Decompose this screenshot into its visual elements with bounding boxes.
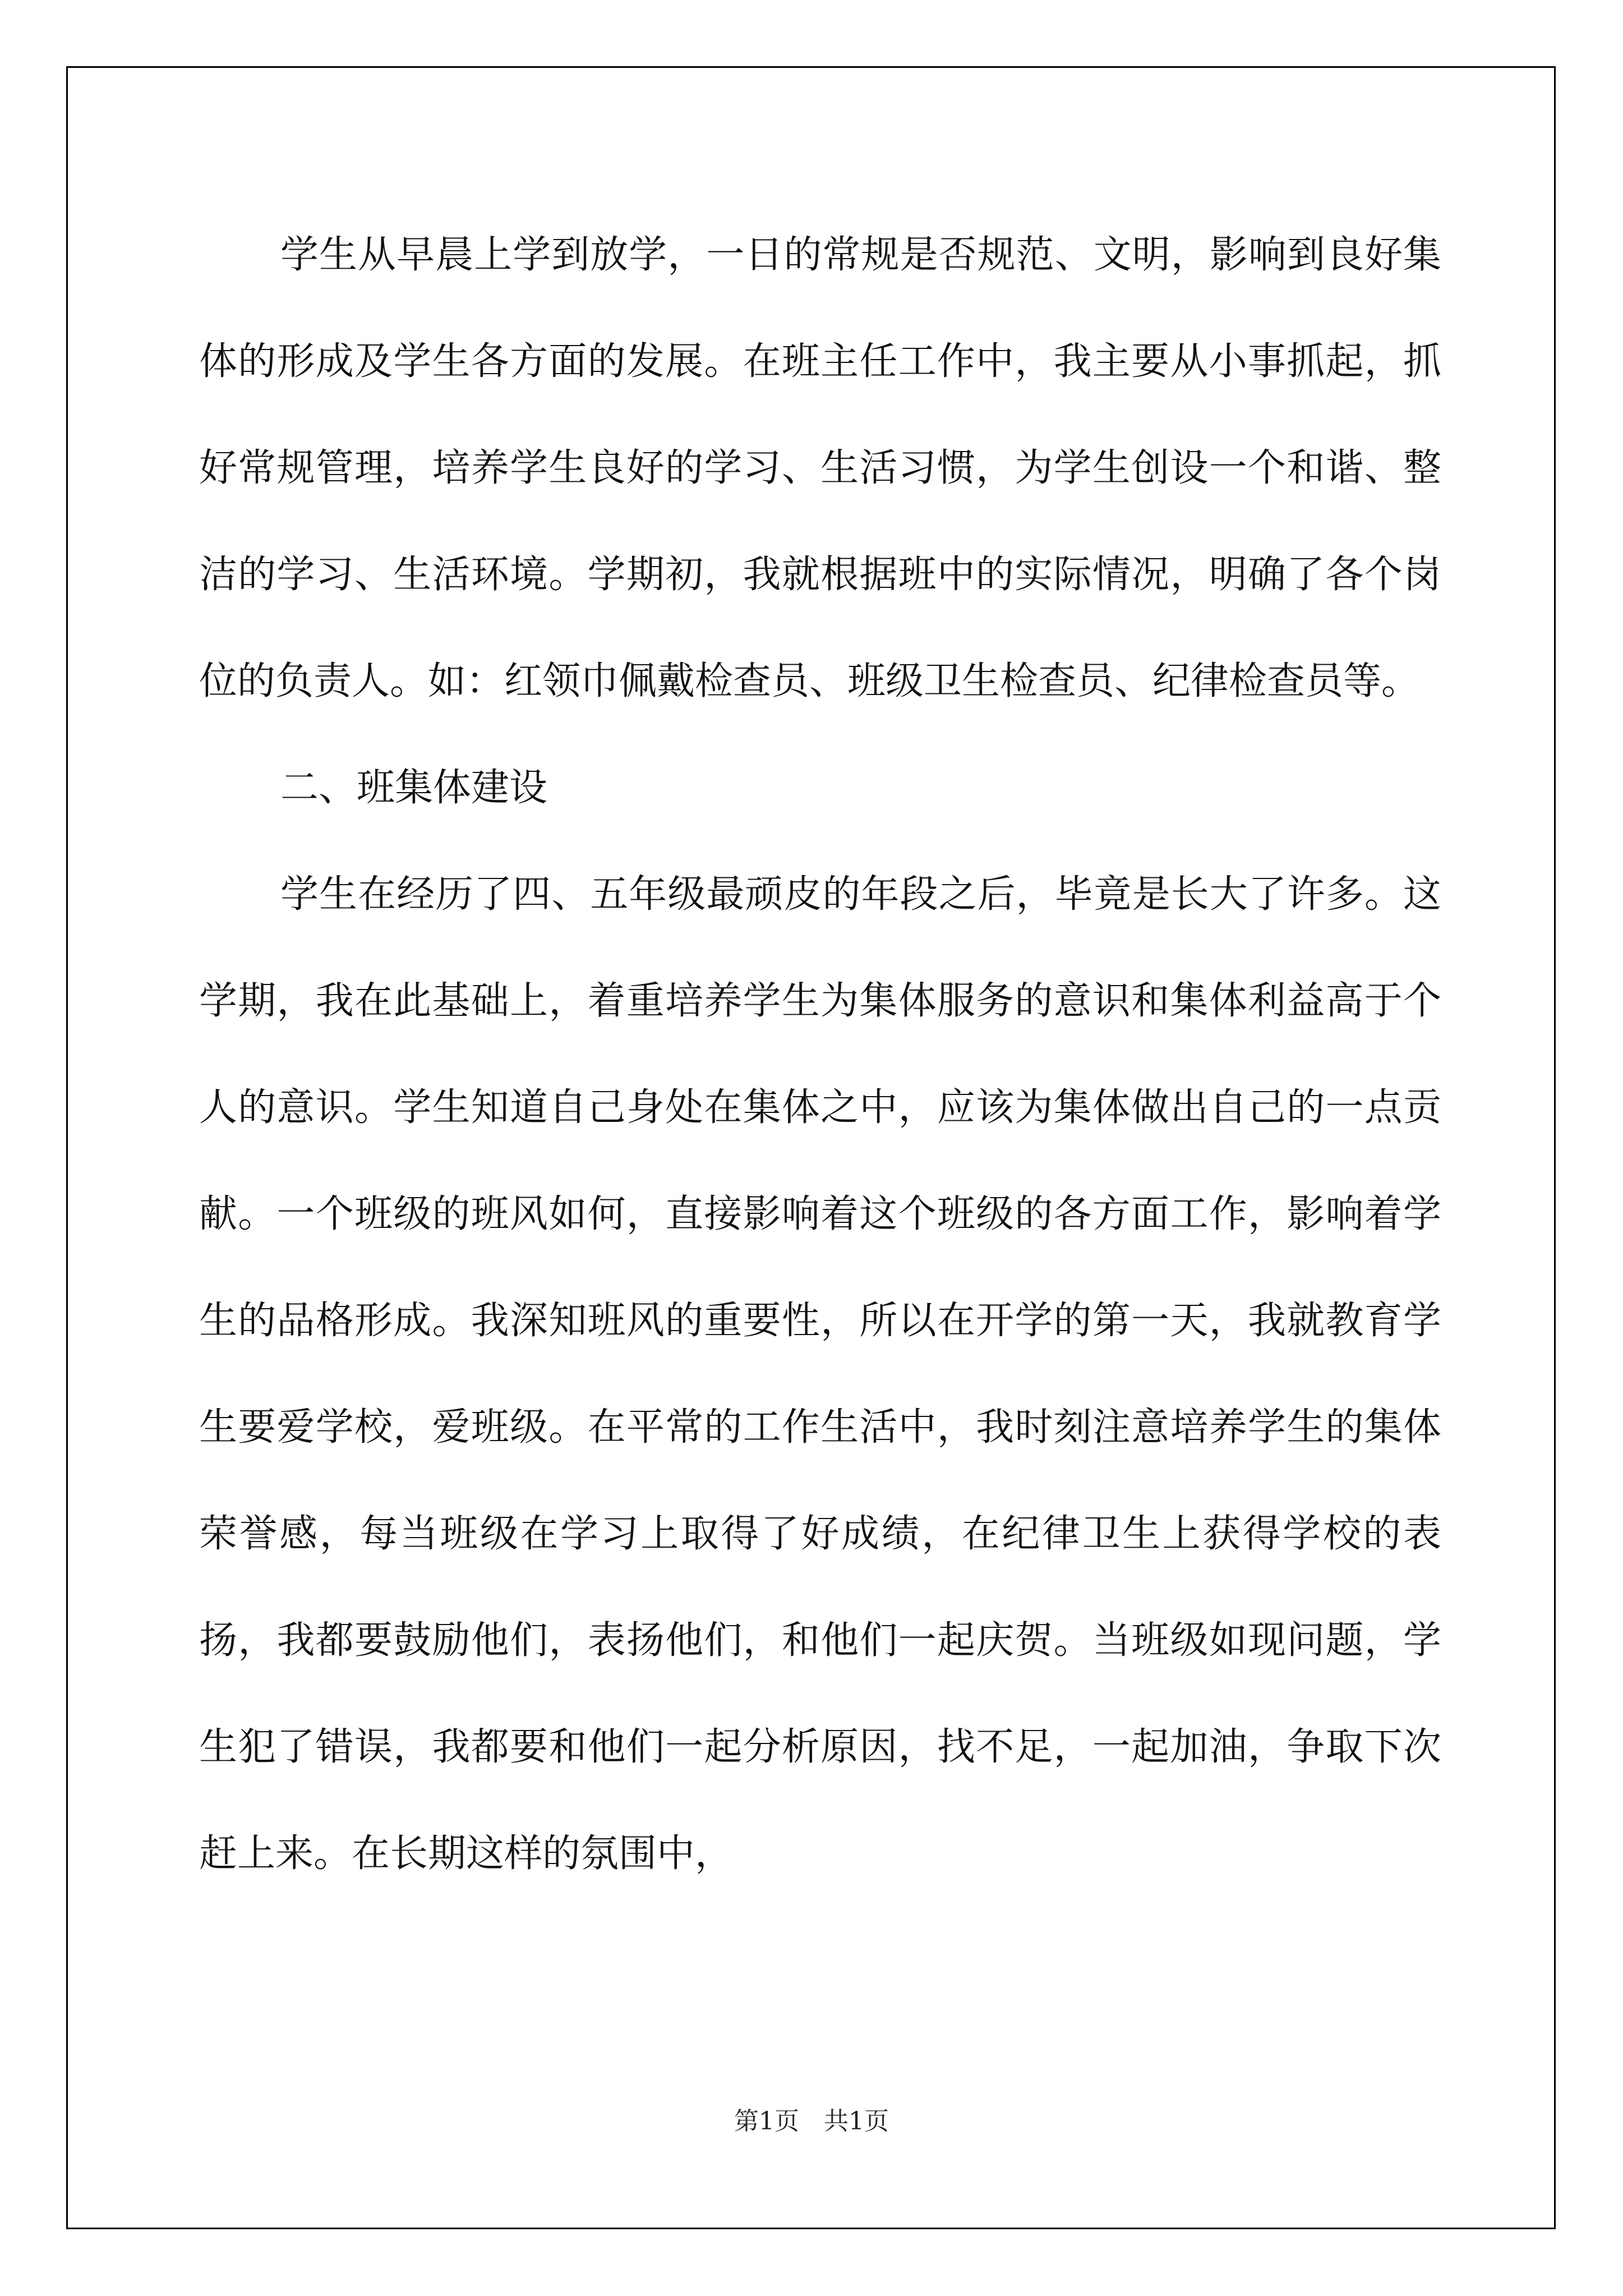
paragraph-routine: 学生从早晨上学到放学，一日的常规是否规范、文明，影响到良好集体的形成及学生各方面的发展。在班主任工作中，我主要从小事抓起，抓好常规管理，培养学生良好的学习、生活习惯，为学生创设一个和谐、整洁的学习、生活环境。学期初，我就根据班中的实际情况，明确了各个岗位的负责人。如：红领巾佩戴检查员、班级卫生检查员、纪律检查员等。 (199, 233, 1441, 703)
page-number-footer: 第1页 共1页 (734, 2107, 889, 2136)
paragraph-class-building: 学生在经历了四、五年级最顽皮的年段之后，毕竟是长大了许多。这学期，我在此基础上，着重培养学生为集体服务的意识和集体利益高于个人的意识。学生知道自己身处在集体之中，应该为集体做出自己的一点贡献。一个班级的班风如何，直接影响着这个班级的各方面工作，影响着学生的品格形成。我深知班风的重要性，所以在开学的第一天，我就教育学生要爱学校，爱班级。在平常的工作生活中，我时刻注意培养学生的集体荣誉感，每当班级在学习上取得了好成绩，在纪律卫生上获得学校的表扬，我都要鼓励他们，表扬他们，和他们一起庆贺。当班级如现问题，学生犯了错误，我都要和他们一起分析原因，找不足，一起加油，争取下次赶上来。在长期这样的氛围中， (199, 872, 1441, 1876)
section-heading-class-building: 二、班集体建设 (280, 766, 548, 810)
document-body (199, 202, 1441, 1907)
